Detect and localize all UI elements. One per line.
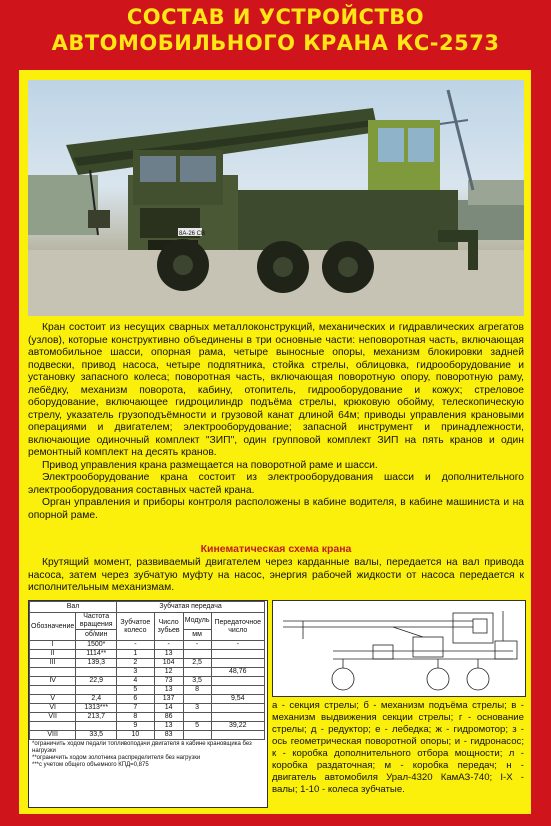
description-paragraph: Кран состоит из несущих сварных металлоконструкций, механических и гидравлических агрегатов (узлов), которые конструктивно объединены в три основные части: неповоротная часть, включающая автомобильное шасси, опорная рама, четыре выносные опоры, механизм блокировки задней подвески, привод насоса, четыре подпятника, стойка стрелы, облицовка, гидрооборудование и установку запасного колеса; поворотная часть, включающая поворотную опору, поворотную раму, лебёдку, механизм поворота, кабину, отопитель, гидрооборудование и кожух; стреловое оборудование, включающее гидроцилиндр подъёма стрелы, крюковую обойму, телескопическую стрелу, указатель грузоподъёмности и грузовой канат длиной 64м; приводы управления крановыми операциями и двигателем; электрооборудование; запасной инструмент и принадлежности, включающие одиночный комплект "ЗИП", один групповой комплект ЗИП на пять кранов и один ремонтный комплект на десять кранов. — [28, 322, 524, 458]
table-cell — [211, 704, 265, 713]
table-cell: 213,7 — [76, 713, 117, 722]
table-footnotes — [29, 740, 267, 770]
table-cell — [30, 668, 76, 677]
license-plate: 8А-26 СВ — [179, 231, 206, 237]
table-cell: 86 — [154, 713, 183, 722]
table-cell: 14 — [154, 704, 183, 713]
table-row — [30, 650, 265, 659]
table-cell: - — [154, 641, 183, 650]
table-head-shaft: Вал — [30, 602, 117, 613]
table-cell: VII — [30, 713, 76, 722]
col-teeth: Число зубьев — [154, 613, 183, 641]
table-cell — [211, 731, 265, 740]
table-cell: 2,4 — [76, 695, 117, 704]
col-speed: Частота вращения — [76, 613, 117, 630]
table-cell: - — [183, 641, 211, 650]
table-cell — [183, 668, 211, 677]
col-module-unit: мм — [183, 630, 211, 641]
table-cell: 9 — [117, 722, 154, 731]
table-cell: I — [30, 641, 76, 650]
table-cell: 5 — [183, 722, 211, 731]
kinematic-diagram — [272, 600, 526, 697]
title-line-1: СОСТАВ И УСТРОЙСТВО — [126, 5, 425, 29]
col-wheel: Зубчатое колесо — [117, 613, 154, 641]
table-row — [30, 677, 265, 686]
description-paragraph: Электрооборудование крана состоит из электрооборудования шасси и дополнительного электрооборудования составных частей крана. — [28, 472, 524, 496]
table-cell: 8 — [183, 686, 211, 695]
table-cell: 3 — [183, 704, 211, 713]
table-row — [30, 686, 265, 695]
col-designation: Обозначение — [30, 613, 76, 641]
table-cell: 1114** — [76, 650, 117, 659]
table-cell: 10 — [117, 731, 154, 740]
table-row — [30, 659, 265, 668]
table-cell: 137 — [154, 695, 183, 704]
description-text — [28, 322, 524, 522]
table-cell: 73 — [154, 677, 183, 686]
table-cell: 39,22 — [211, 722, 265, 731]
table-cell: 7 — [117, 704, 154, 713]
kinematic-scheme-drawing — [273, 601, 525, 696]
table-cell: 104 — [154, 659, 183, 668]
description-paragraph: Привод управления крана размещается на поворотной раме и шасси. — [42, 459, 378, 471]
table-cell — [183, 713, 211, 722]
table-cell: - — [117, 641, 154, 650]
table-cell: 8 — [117, 713, 154, 722]
table-cell: 48,76 — [211, 668, 265, 677]
table-cell — [211, 650, 265, 659]
table-cell — [211, 686, 265, 695]
table-cell: 139,3 — [76, 659, 117, 668]
table-cell — [183, 650, 211, 659]
table-cell — [183, 731, 211, 740]
table-cell: 1500* — [76, 641, 117, 650]
table-cell — [30, 686, 76, 695]
table-cell: 1313*** — [76, 704, 117, 713]
table-cell: 13 — [154, 722, 183, 731]
col-module: Модуль — [183, 613, 211, 630]
kinematic-title: Кинематическая схема крана — [200, 543, 352, 555]
col-speed-unit: об/мин — [76, 630, 117, 641]
title-line-2: АВТОМОБИЛЬНОГО КРАНА КС-2573 — [51, 31, 500, 55]
table-row — [30, 731, 265, 740]
table-cell: VIII — [30, 731, 76, 740]
table-cell: 3 — [117, 668, 154, 677]
table-cell: 2,5 — [183, 659, 211, 668]
table-cell: II — [30, 650, 76, 659]
table-cell: 5 — [117, 686, 154, 695]
table-cell: 33,5 — [76, 731, 117, 740]
table-cell: 13 — [154, 686, 183, 695]
table-row — [30, 722, 265, 731]
table-cell: V — [30, 695, 76, 704]
gear-table-body — [30, 641, 265, 740]
table-cell — [211, 677, 265, 686]
table-cell: 2 — [117, 659, 154, 668]
crane-photo — [28, 80, 524, 316]
gear-table — [29, 601, 265, 740]
table-row — [30, 668, 265, 677]
table-cell: IV — [30, 677, 76, 686]
diagram-legend: а - секция стрелы; б - механизм подъёма стрелы; в - механизм выдвижения секции стрелы; г - основание стрелы; д - редуктор; е - лебедка; ж - гидромотор; з - ось геометрическая поворотной опоры; и - гидронасос; к - коробка дополнительного отбора мощности; л - коробка раздаточная; м - коробка передач; н - двигатель автомобиля Урал-4320 КамАЗ-740; I-Х - валы; 1-10 - колеса зубчатые. — [272, 700, 524, 795]
description-paragraph: Орган управления и приборы контроля расположены в кабине водителя, в кабине машиниста и на опорной раме. — [28, 497, 524, 521]
table-cell — [211, 713, 265, 722]
table-cell: 22,9 — [76, 677, 117, 686]
table-row — [30, 704, 265, 713]
kinematic-paragraph: Крутящий момент, развиваемый двигателем через карданные валы, передается на вал привода насоса, затем через зубчатую муфту на насос, энергия рабочей жидкости от насоса передается к исполнительным механизмам. — [28, 557, 524, 593]
crane-truck-illustration — [28, 80, 524, 316]
table-cell: 6 — [117, 695, 154, 704]
table-cell — [30, 722, 76, 731]
table-cell: 1 — [117, 650, 154, 659]
footnote: **ограничить ходом золотника распределителя без нагрузки — [32, 755, 201, 761]
table-cell — [183, 695, 211, 704]
footnote: *ограничить ходом педали топливоподачи двигателя в кабине крановщика без нагрузки — [32, 741, 252, 754]
table-cell — [76, 722, 117, 731]
table-cell: III — [30, 659, 76, 668]
table-cell: 3,5 — [183, 677, 211, 686]
table-cell: 83 — [154, 731, 183, 740]
table-cell — [76, 686, 117, 695]
footnote: ***с учетом общего объемного КПД=0,875 — [32, 762, 149, 768]
table-head-gear: Зубчатая передача — [117, 602, 265, 613]
table-row — [30, 641, 265, 650]
table-cell: VI — [30, 704, 76, 713]
table-cell — [76, 668, 117, 677]
table-cell: 13 — [154, 650, 183, 659]
table-cell — [211, 659, 265, 668]
table-cell: 9,54 — [211, 695, 265, 704]
kinematic-text — [28, 557, 524, 595]
poster-title — [0, 4, 551, 56]
table-row — [30, 713, 265, 722]
table-row — [30, 695, 265, 704]
table-cell: - — [211, 641, 265, 650]
gear-table-box — [28, 600, 268, 808]
table-cell: 12 — [154, 668, 183, 677]
table-cell: 4 — [117, 677, 154, 686]
col-ratio: Передаточное число — [211, 613, 265, 641]
